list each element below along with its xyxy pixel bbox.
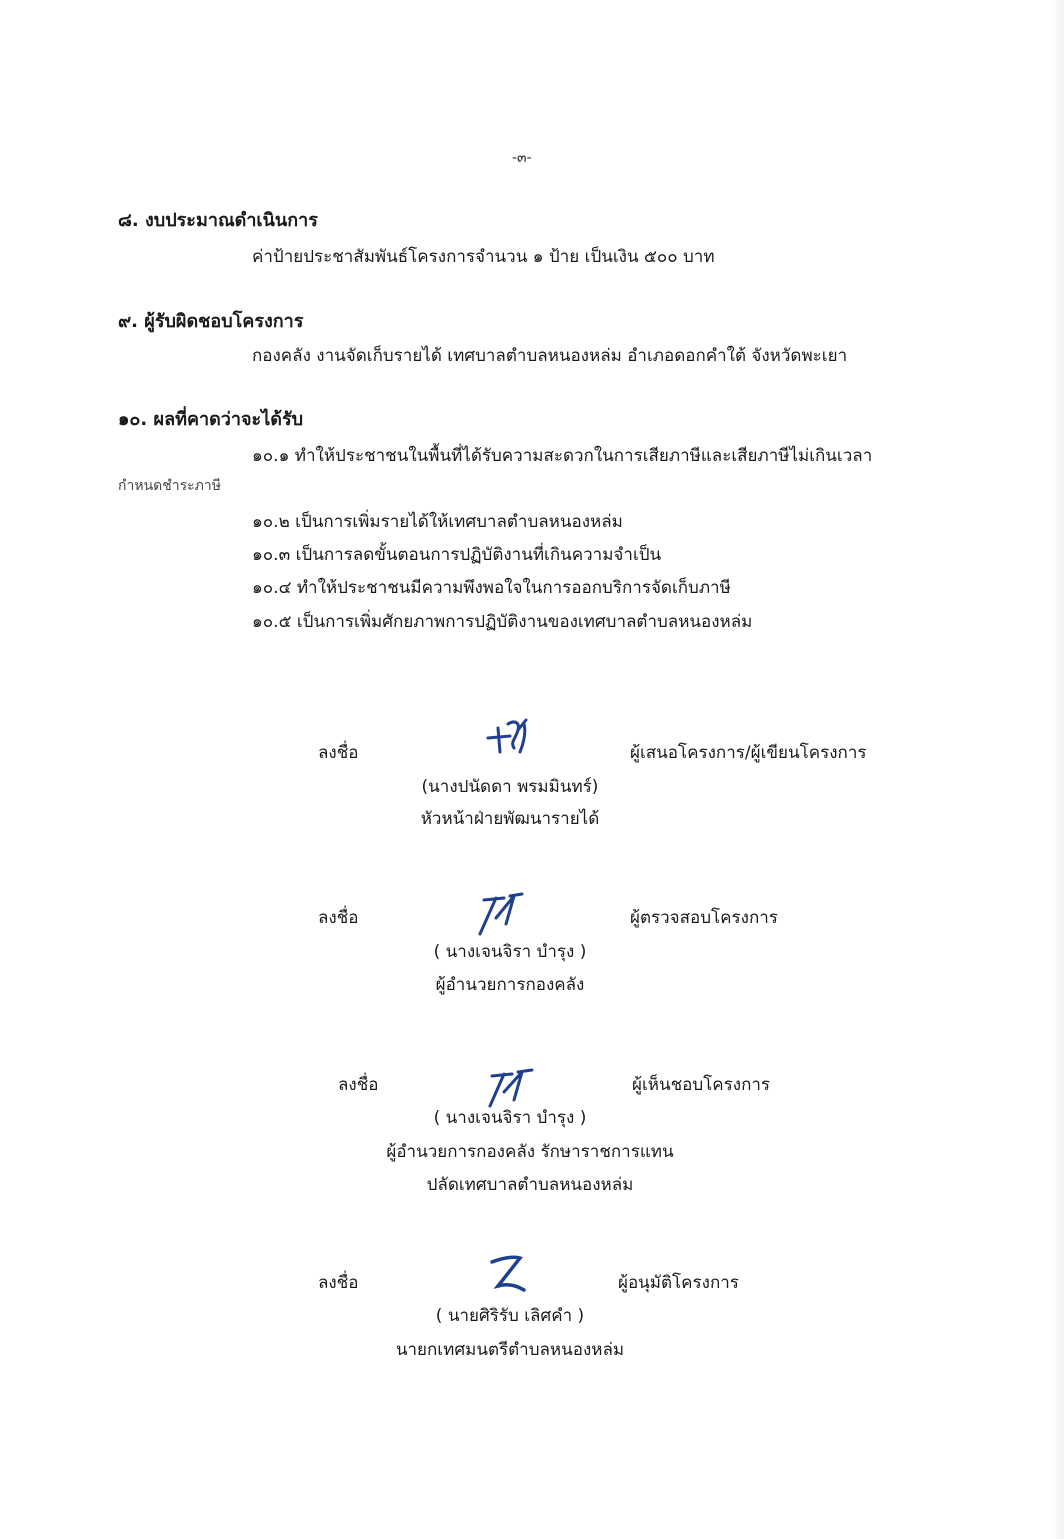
scan-edge-shadow [1050,0,1064,1539]
signer-position: นายกเทศมนตรีตำบลหนองหล่ม [395,1340,625,1360]
signer-position-line-2: ปลัดเทศบาลตำบลหนองหล่ม [426,1175,634,1195]
signer-position: ผู้อำนวยการกองคลัง [435,975,585,995]
signer-name: ( นายศิริรับ เลิศคำ ) [435,1306,585,1326]
section-heading-responsible: ๙. ผู้รับผิดชอบโครงการ [118,311,304,332]
result-item-1-continuation: กำหนดชำระภาษี [118,478,221,494]
sign-label: ลงชื่อ [318,908,359,928]
section-heading-expected-results: ๑๐. ผลที่คาดว่าจะได้รับ [118,409,304,430]
signer-role: ผู้ตรวจสอบโครงการ [630,908,778,928]
result-item-2: ๑๐.๒ เป็นการเพิ่มรายได้ให้เทศบาลตำบลหนองหล่ม [252,512,623,532]
signer-position: ผู้อำนวยการกองคลัง รักษาราชการแทน [386,1142,674,1162]
sign-label: ลงชื่อ [318,1273,359,1293]
section-heading-budget: ๘. งบประมาณดำเนินการ [118,210,318,231]
result-item-5: ๑๐.๕ เป็นการเพิ่มศักยภาพการปฏิบัติงานของเทศบาลตำบลหนองหล่ม [252,612,753,632]
responsible-line: กองคลัง งานจัดเก็บรายได้ เทศบาลตำบลหนองหล่ม อำเภอดอกคำใต้ จังหวัดพะเยา [252,346,848,366]
signer-name: ( นางเจนจิรา บำรุง ) [433,942,587,962]
signer-role: ผู้อนุมัติโครงการ [618,1273,739,1293]
budget-line: ค่าป้ายประชาสัมพันธ์โครงการจำนวน ๑ ป้าย เป็นเงิน ๕๐๐ บาท [252,247,715,267]
signer-role: ผู้เสนอโครงการ/ผู้เขียนโครงการ [630,743,867,763]
handwritten-signature [484,1250,534,1300]
signer-name: ( นางเจนจิรา บำรุง ) [433,1108,587,1128]
signer-position: หัวหน้าฝ่ายพัฒนารายได้ [420,809,600,829]
sign-label: ลงชื่อ [318,743,359,763]
page-number: -๓- [512,150,532,166]
signer-role: ผู้เห็นชอบโครงการ [632,1075,771,1095]
result-item-1: ๑๐.๑ ทำให้ประชาชนในพื้นที่ได้รับความสะดวกในการเสียภาษีและเสียภาษีไม่เกินเวลา [252,446,873,466]
sign-label: ลงชื่อ [338,1075,379,1095]
handwritten-signature [480,1062,550,1112]
signer-name: (นางปนัดดา พรมมินทร์) [421,777,599,797]
result-item-3: ๑๐.๓ เป็นการลดขั้นตอนการปฏิบัติงานที่เกินความจำเป็น [252,545,662,565]
handwritten-signature [480,712,540,760]
result-item-4: ๑๐.๔ ทำให้ประชาชนมีความพึงพอใจในการออกบริการจัดเก็บภาษี [252,578,731,598]
handwritten-signature [470,888,540,940]
